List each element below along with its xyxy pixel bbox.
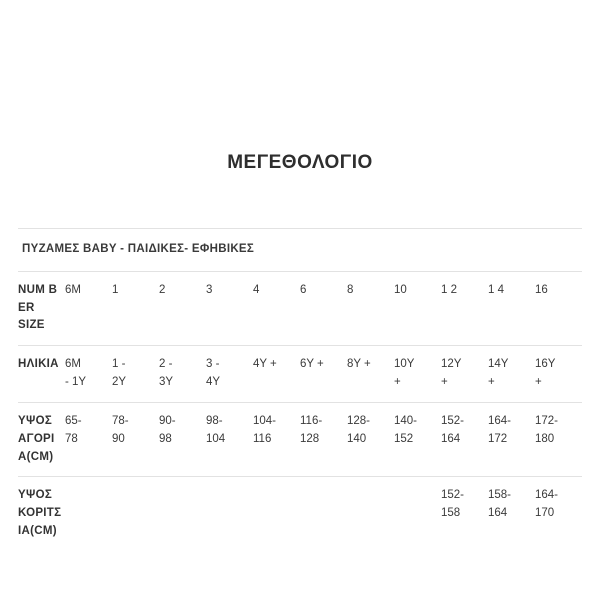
cell-line1: 116- [300,414,323,427]
cell-number-2: 2 [159,283,166,296]
cell-line1: 158- [488,489,512,502]
row-label-height-girls [18,477,65,551]
cell-height-girls-0 [65,477,112,551]
cell-height-boys-7 [394,402,441,476]
row-label-line1: ΗΛΙΚΙΑ [18,358,59,371]
cell-line1: 98- [206,414,223,427]
cell-line1: 6M [65,358,81,371]
cell-height-girls-9 [488,477,535,551]
cell-line1: 152- [441,489,465,502]
cell-line1: 12Υ [441,358,462,371]
cell-number-7: 10 [394,283,407,296]
cell-line2: 3Υ [159,376,174,389]
row-label-height-boys [18,402,65,476]
row-label-age [18,346,65,403]
cell-line2: + [394,376,401,389]
cell-age-4 [253,346,300,403]
row-label-number-size [18,271,65,345]
cell-height-girls-7 [394,477,441,551]
cell-height-boys-0 [65,402,112,476]
cell-age-1 [112,346,159,403]
cell-line1: 8Υ + [347,358,371,371]
cell-height-boys-2 [159,402,206,476]
cell-line2: 164 [488,507,508,520]
cell-line2: 90 [112,432,125,445]
cell-age-8 [441,346,488,403]
cell-height-boys-8 [441,402,488,476]
cell-line1: 128- [347,414,371,427]
size-table-container [18,228,582,551]
cell-height-girls-4 [253,477,300,551]
cell-height-boys-5 [300,402,347,476]
row-label-line2: SIZE [18,319,45,332]
cell-line1: 2 - [159,358,173,371]
table-row [18,346,582,403]
cell-height-boys-1 [112,402,159,476]
cell-height-girls-10 [535,477,582,551]
cell-line2: 158 [441,507,461,520]
cell-number-10: 16 [535,283,548,296]
cell-age-6 [347,346,394,403]
cell-line2: 152 [394,432,414,445]
cell-line1: 10Υ [394,358,415,371]
cell-number-8: 1 2 [441,283,457,296]
cell-line2: 4Υ [206,376,221,389]
cell-line1: 4Υ + [253,358,277,371]
row-label-line2: ΚΟΡΙΤΣΙΑ(CM) [18,507,62,537]
cell-line1: 104- [253,414,277,427]
cell-line2: 180 [535,432,555,445]
cell-line1: 172- [535,414,559,427]
cell-line1: 3 - [206,358,220,371]
cell-number-9: 1 4 [488,283,504,296]
cell-line1: 16Υ [535,358,556,371]
cell-number-3: 3 [206,283,213,296]
size-table [18,228,582,551]
cell-line1: 152- [441,414,465,427]
cell-age-3 [206,346,253,403]
cell-line2: - 1Υ [65,376,87,389]
cell-line2: 104 [206,432,226,445]
cell-line2: + [441,376,448,389]
cell-height-boys-4 [253,402,300,476]
cell-number-0: 6M [65,283,81,296]
cell-line1: 90- [159,414,176,427]
cell-line2: + [488,376,495,389]
cell-height-girls-5 [300,477,347,551]
cell-height-boys-3 [206,402,253,476]
cell-line2: 98 [159,432,172,445]
cell-line1: 78- [112,414,129,427]
cell-line1: 1 - [112,358,126,371]
cell-age-10 [535,346,582,403]
cell-height-girls-3 [206,477,253,551]
row-label-line1: ΥΨΟΣ [18,414,53,427]
cell-height-boys-6 [347,402,394,476]
cell-age-7 [394,346,441,403]
cell-line1: 6Υ + [300,358,324,371]
section-label-text: ΠΥΖΑΜΕΣ BABY - ΠΑΙΔΙΚΕΣ- ΕΦΗΒΙΚΕΣ [22,243,255,255]
table-section-header-row [18,229,582,272]
cell-number-1: 1 [112,283,119,296]
cell-line2: 140 [347,432,367,445]
cell-height-girls-1 [112,477,159,551]
cell-height-girls-6 [347,477,394,551]
cell-age-0 [65,346,112,403]
cell-age-2 [159,346,206,403]
row-label-line2: ΑΓΟΡΙΑ(CM) [18,432,55,463]
cell-line1: 164- [535,489,559,502]
cell-height-girls-2 [159,477,206,551]
cell-line2: 170 [535,507,555,520]
cell-age-9 [488,346,535,403]
row-label-line1: NUM B ER [18,283,58,314]
cell-height-girls-8 [441,477,488,551]
cell-number-5: 6 [300,283,307,296]
cell-line2: 172 [488,432,508,445]
table-row [18,402,582,476]
page-title: ΜΕΓΕΘΟΛΟΓΙΟ [227,152,373,173]
cell-line1: 14Υ [488,358,509,371]
cell-age-5 [300,346,347,403]
table-row [18,477,582,551]
cell-line1: 140- [394,414,418,427]
cell-height-boys-9 [488,402,535,476]
cell-line2: 164 [441,432,461,445]
cell-line1: 164- [488,414,512,427]
cell-number-4: 4 [253,283,260,296]
cell-line2: 116 [253,432,272,445]
cell-line2: 128 [300,432,320,445]
cell-line2: + [535,376,542,389]
cell-line2: 78 [65,432,78,445]
table-row [18,271,582,345]
row-label-line1: ΥΨΟΣ [18,489,53,502]
cell-number-6: 8 [347,283,354,296]
section-label [18,229,582,272]
cell-line1: 65- [65,414,82,427]
cell-line2: 2Υ [112,376,127,389]
cell-height-boys-10 [535,402,582,476]
